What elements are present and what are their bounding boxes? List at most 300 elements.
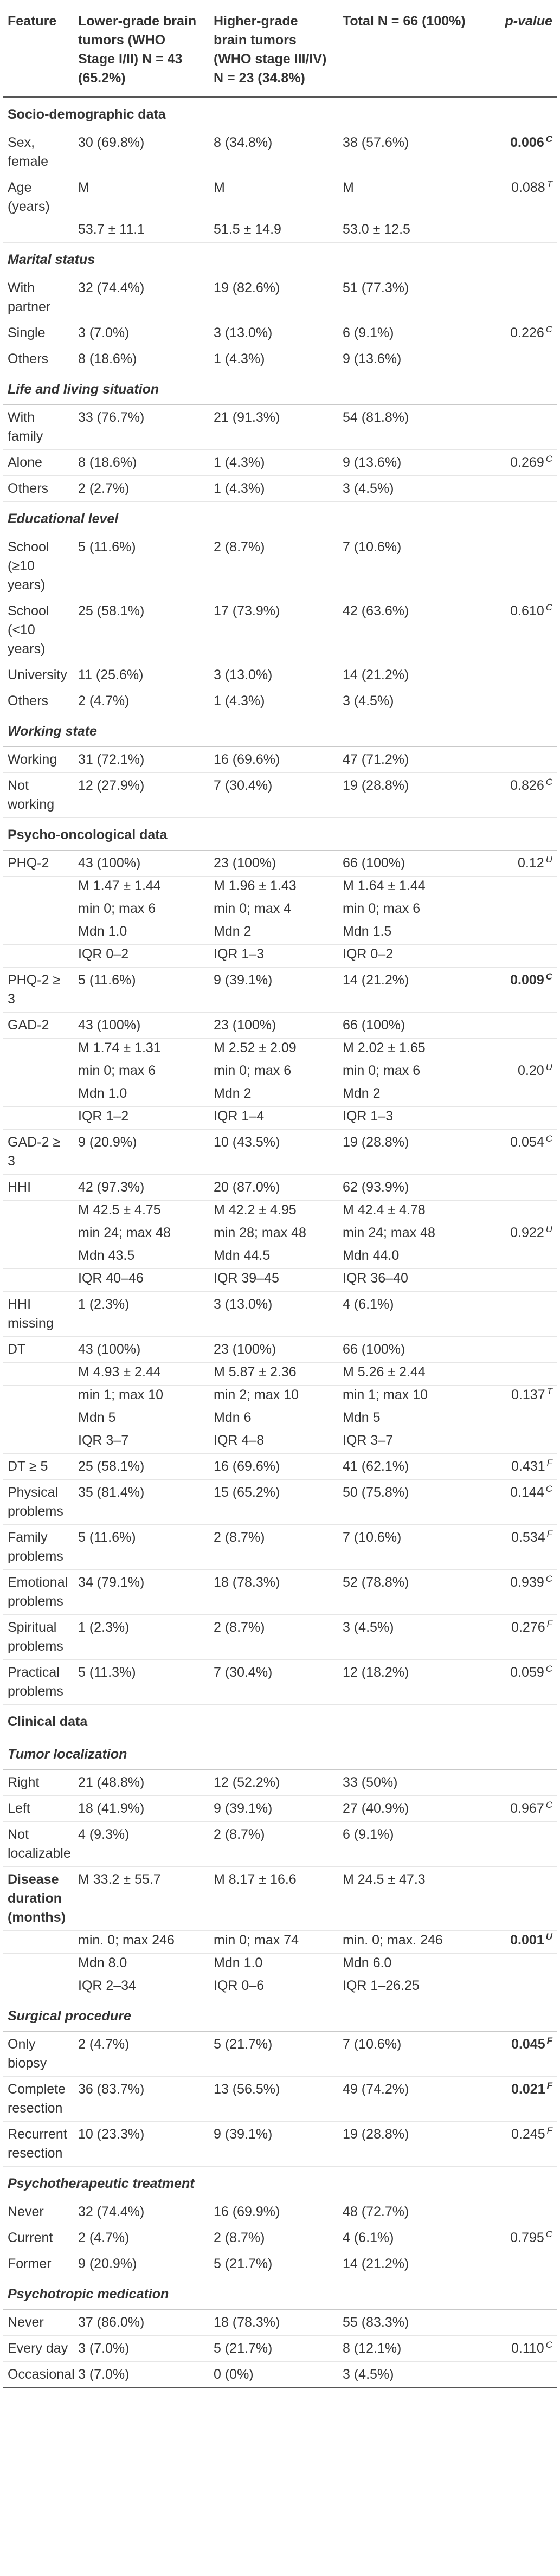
lower-grade-cell: Mdn 8.0 — [74, 1954, 209, 1976]
table-row — [3, 1039, 557, 1061]
table-row — [3, 1013, 557, 1039]
higher-grade-cell: 5 (21.7%) — [209, 2336, 338, 2362]
section-title: Psychotropic medication — [3, 2277, 557, 2310]
feature-cell: Alone — [3, 450, 74, 476]
header-feature: Feature — [3, 0, 74, 97]
total-cell: min 0; max 6 — [338, 899, 474, 922]
lower-grade-cell: 11 (25.6%) — [74, 662, 209, 688]
table-row — [3, 1796, 557, 1822]
lower-grade-cell: M — [74, 175, 209, 220]
feature-cell: Single — [3, 320, 74, 346]
lower-grade-cell: M 1.74 ± 1.31 — [74, 1039, 209, 1061]
higher-grade-cell: 9 (39.1%) — [209, 1796, 338, 1822]
total-cell: Mdn 5 — [338, 1408, 474, 1431]
lower-grade-cell: 5 (11.6%) — [74, 968, 209, 1013]
feature-cell: Practical problems — [3, 1660, 74, 1705]
total-cell: 14 (21.2%) — [338, 968, 474, 1013]
p-value: 0.276 — [511, 1620, 545, 1635]
test-superscript: F — [546, 2035, 552, 2046]
feature-cell — [3, 1084, 74, 1107]
p-value: 0.009 — [510, 973, 544, 988]
lower-grade-cell: 43 (100%) — [74, 1337, 209, 1363]
p-value-cell — [474, 450, 557, 476]
higher-grade-cell: 16 (69.6%) — [209, 747, 338, 773]
feature-cell: GAD-2 — [3, 1013, 74, 1039]
lower-grade-cell: 2 (4.7%) — [74, 2032, 209, 2077]
feature-cell — [3, 1363, 74, 1386]
higher-grade-cell: 10 (43.5%) — [209, 1130, 338, 1175]
p-value-cell — [474, 1570, 557, 1615]
higher-grade-cell: M 5.87 ± 2.36 — [209, 1363, 338, 1386]
higher-grade-cell: IQR 4–8 — [209, 1431, 338, 1454]
p-value-cell — [474, 2032, 557, 2077]
feature-cell: GAD-2 ≥ 3 — [3, 1130, 74, 1175]
test-superscript: F — [546, 2080, 552, 2091]
table-row — [3, 1454, 557, 1480]
feature-cell: Current — [3, 2225, 74, 2251]
characteristics-table — [3, 0, 557, 2388]
total-cell: IQR 36–40 — [338, 1269, 474, 1292]
lower-grade-cell: 5 (11.6%) — [74, 534, 209, 598]
total-cell: Mdn 44.0 — [338, 1246, 474, 1269]
p-value-cell — [474, 1107, 557, 1130]
table-row — [3, 1660, 557, 1705]
feature-cell: Others — [3, 688, 74, 714]
lower-grade-cell: 2 (2.7%) — [74, 476, 209, 502]
p-value-cell — [474, 1292, 557, 1337]
higher-grade-cell: 15 (65.2%) — [209, 1480, 338, 1525]
table-row — [3, 945, 557, 968]
higher-grade-cell: 9 (39.1%) — [209, 2122, 338, 2167]
lower-grade-cell: 32 (74.4%) — [74, 2199, 209, 2225]
p-value-cell — [474, 346, 557, 372]
total-cell: 50 (75.8%) — [338, 1480, 474, 1525]
higher-grade-cell: 7 (30.4%) — [209, 773, 338, 818]
table-row — [3, 877, 557, 899]
p-value-cell — [474, 1337, 557, 1363]
total-cell: Mdn 6.0 — [338, 1954, 474, 1976]
p-value: 0.059 — [510, 1665, 544, 1680]
feature-cell: DT ≥ 5 — [3, 1454, 74, 1480]
higher-grade-cell: 7 (30.4%) — [209, 1660, 338, 1705]
total-cell: 33 (50%) — [338, 1770, 474, 1796]
higher-grade-cell: Mdn 2 — [209, 1084, 338, 1107]
higher-grade-cell: 3 (13.0%) — [209, 662, 338, 688]
lower-grade-cell: 8 (18.6%) — [74, 450, 209, 476]
p-value-cell — [474, 1660, 557, 1705]
p-value: 0.534 — [511, 1530, 545, 1545]
section-title: Tumor localization — [3, 1737, 557, 1770]
section-title: Marital status — [3, 243, 557, 275]
feature-cell — [3, 899, 74, 922]
lower-grade-cell: 21 (48.8%) — [74, 1770, 209, 1796]
table-row — [3, 320, 557, 346]
feature-cell: Every day — [3, 2336, 74, 2362]
table-body — [3, 97, 557, 2388]
feature-cell — [3, 1976, 74, 1999]
total-cell: 66 (100%) — [338, 1013, 474, 1039]
higher-grade-cell: 20 (87.0%) — [209, 1175, 338, 1201]
table-row — [3, 1976, 557, 1999]
test-superscript: C — [545, 1799, 552, 1810]
p-value-cell — [474, 2362, 557, 2388]
p-value-cell — [474, 1246, 557, 1269]
lower-grade-cell: 1 (2.3%) — [74, 1292, 209, 1337]
section-header-row — [3, 818, 557, 851]
p-value-cell — [474, 2225, 557, 2251]
higher-grade-cell: 19 (82.6%) — [209, 275, 338, 320]
table-row — [3, 1386, 557, 1408]
higher-grade-cell: 9 (39.1%) — [209, 968, 338, 1013]
table-row — [3, 346, 557, 372]
section-title: Working state — [3, 714, 557, 747]
feature-cell — [3, 1931, 74, 1954]
total-cell: 27 (40.9%) — [338, 1796, 474, 1822]
lower-grade-cell: 9 (20.9%) — [74, 2251, 209, 2277]
lower-grade-cell: Mdn 43.5 — [74, 1246, 209, 1269]
higher-grade-cell: 2 (8.7%) — [209, 1615, 338, 1660]
table-header-row — [3, 0, 557, 97]
feature-cell — [3, 220, 74, 243]
table-row — [3, 2310, 557, 2336]
table-row — [3, 1363, 557, 1386]
feature-cell: School (<10 years) — [3, 598, 74, 662]
feature-cell: Family problems — [3, 1525, 74, 1570]
feature-cell — [3, 1954, 74, 1976]
feature-cell: Emotional problems — [3, 1570, 74, 1615]
table-row — [3, 1431, 557, 1454]
lower-grade-cell: 2 (4.7%) — [74, 688, 209, 714]
test-superscript: C — [545, 133, 552, 144]
lower-grade-cell: 9 (20.9%) — [74, 1130, 209, 1175]
p-value-cell — [474, 1525, 557, 1570]
lower-grade-cell: 25 (58.1%) — [74, 1454, 209, 1480]
feature-cell: Physical problems — [3, 1480, 74, 1525]
table-row — [3, 1480, 557, 1525]
table-row — [3, 1292, 557, 1337]
higher-grade-cell: IQR 1–4 — [209, 1107, 338, 1130]
total-cell: 53.0 ± 12.5 — [338, 220, 474, 243]
p-value-cell — [474, 220, 557, 243]
total-cell: 9 (13.6%) — [338, 450, 474, 476]
p-value-cell — [474, 1130, 557, 1175]
feature-cell: Complete resection — [3, 2077, 74, 2122]
p-value: 0.226 — [510, 325, 544, 340]
p-value-cell — [474, 476, 557, 502]
test-superscript: T — [546, 1386, 552, 1396]
higher-grade-cell: 23 (100%) — [209, 1337, 338, 1363]
higher-grade-cell: 51.5 ± 14.9 — [209, 220, 338, 243]
p-value: 0.12 — [518, 855, 544, 871]
feature-cell — [3, 1039, 74, 1061]
higher-grade-cell: 1 (4.3%) — [209, 346, 338, 372]
test-superscript: F — [546, 1457, 552, 1468]
p-value: 0.269 — [510, 455, 544, 470]
test-superscript: U — [545, 854, 552, 865]
p-value-cell — [474, 1013, 557, 1039]
lower-grade-cell: 37 (86.0%) — [74, 2310, 209, 2336]
feature-cell — [3, 1107, 74, 1130]
lower-grade-cell: 3 (7.0%) — [74, 320, 209, 346]
p-value: 0.610 — [510, 603, 544, 619]
test-superscript: C — [545, 2229, 552, 2239]
table-row — [3, 2122, 557, 2167]
section-header-row — [3, 243, 557, 275]
feature-cell: Right — [3, 1770, 74, 1796]
feature-cell: Others — [3, 346, 74, 372]
total-cell: IQR 1–3 — [338, 1107, 474, 1130]
feature-cell: Spiritual problems — [3, 1615, 74, 1660]
table-row — [3, 1061, 557, 1084]
total-cell: 19 (28.8%) — [338, 773, 474, 818]
lower-grade-cell: 35 (81.4%) — [74, 1480, 209, 1525]
test-superscript: C — [545, 453, 552, 464]
p-value-cell — [474, 1269, 557, 1292]
higher-grade-cell: M 42.2 ± 4.95 — [209, 1201, 338, 1223]
higher-grade-cell: min 0; max 4 — [209, 899, 338, 922]
total-cell: 66 (100%) — [338, 1337, 474, 1363]
test-superscript: F — [546, 1528, 552, 1539]
total-cell: IQR 3–7 — [338, 1431, 474, 1454]
higher-grade-cell: 3 (13.0%) — [209, 320, 338, 346]
section-title: Socio-demographic data — [3, 97, 557, 130]
p-value: 0.826 — [510, 778, 544, 793]
p-value: 0.045 — [511, 2037, 545, 2052]
lower-grade-cell: 42 (97.3%) — [74, 1175, 209, 1201]
table-row — [3, 1269, 557, 1292]
feature-cell — [3, 1386, 74, 1408]
p-value-cell — [474, 1976, 557, 1999]
table-row — [3, 1770, 557, 1796]
feature-cell: With partner — [3, 275, 74, 320]
lower-grade-cell: 4 (9.3%) — [74, 1822, 209, 1867]
lower-grade-cell: Mdn 5 — [74, 1408, 209, 1431]
lower-grade-cell: 33 (76.7%) — [74, 405, 209, 450]
higher-grade-cell: min 0; max 6 — [209, 1061, 338, 1084]
lower-grade-cell: 31 (72.1%) — [74, 747, 209, 773]
higher-grade-cell: M 8.17 ± 16.6 — [209, 1867, 338, 1931]
p-value-cell — [474, 598, 557, 662]
table-row — [3, 1246, 557, 1269]
table-row — [3, 773, 557, 818]
total-cell: 19 (28.8%) — [338, 2122, 474, 2167]
p-value-cell — [474, 1454, 557, 1480]
section-header-row — [3, 1705, 557, 1737]
total-cell: 38 (57.6%) — [338, 130, 474, 175]
lower-grade-cell: IQR 2–34 — [74, 1976, 209, 1999]
table-row — [3, 851, 557, 877]
p-value-cell — [474, 1386, 557, 1408]
total-cell: 3 (4.5%) — [338, 476, 474, 502]
feature-cell: Recurrent resection — [3, 2122, 74, 2167]
section-header-row — [3, 1999, 557, 2032]
total-cell: 6 (9.1%) — [338, 1822, 474, 1867]
total-cell: 51 (77.3%) — [338, 275, 474, 320]
section-title: Clinical data — [3, 1705, 557, 1737]
lower-grade-cell: 18 (41.9%) — [74, 1796, 209, 1822]
section-title: Psycho-oncological data — [3, 818, 557, 851]
section-header-row — [3, 97, 557, 130]
p-value-cell — [474, 851, 557, 877]
p-value-cell — [474, 945, 557, 968]
total-cell: 12 (18.2%) — [338, 1660, 474, 1705]
p-value: 0.795 — [510, 2230, 544, 2245]
table-row — [3, 2251, 557, 2277]
total-cell: 14 (21.2%) — [338, 2251, 474, 2277]
lower-grade-cell: 1 (2.3%) — [74, 1615, 209, 1660]
section-title: Psychotherapeutic treatment — [3, 2167, 557, 2199]
feature-cell — [3, 1223, 74, 1246]
feature-cell: With family — [3, 405, 74, 450]
feature-cell: Working — [3, 747, 74, 773]
total-cell: min 24; max 48 — [338, 1223, 474, 1246]
feature-cell — [3, 1408, 74, 1431]
feature-cell — [3, 1246, 74, 1269]
higher-grade-cell: IQR 0–6 — [209, 1976, 338, 1999]
higher-grade-cell: 0 (0%) — [209, 2362, 338, 2388]
p-value-cell — [474, 1431, 557, 1454]
feature-cell: Not working — [3, 773, 74, 818]
feature-cell: Occasional — [3, 2362, 74, 2388]
total-cell: 4 (6.1%) — [338, 1292, 474, 1337]
table-row — [3, 2336, 557, 2362]
table-row — [3, 662, 557, 688]
higher-grade-cell: 17 (73.9%) — [209, 598, 338, 662]
table-row — [3, 1084, 557, 1107]
lower-grade-cell: 43 (100%) — [74, 1013, 209, 1039]
p-value-cell — [474, 747, 557, 773]
total-cell: 6 (9.1%) — [338, 320, 474, 346]
p-value-cell — [474, 773, 557, 818]
p-value-cell — [474, 662, 557, 688]
p-value-cell — [474, 1954, 557, 1976]
total-cell: IQR 0–2 — [338, 945, 474, 968]
total-cell: 19 (28.8%) — [338, 1130, 474, 1175]
total-cell: 66 (100%) — [338, 851, 474, 877]
p-value-cell — [474, 2122, 557, 2167]
lower-grade-cell: 32 (74.4%) — [74, 275, 209, 320]
p-value-cell — [474, 1223, 557, 1246]
higher-grade-cell: 18 (78.3%) — [209, 2310, 338, 2336]
higher-grade-cell: IQR 39–45 — [209, 1269, 338, 1292]
table-row — [3, 275, 557, 320]
table-row — [3, 598, 557, 662]
p-value-cell — [474, 1867, 557, 1931]
total-cell: 4 (6.1%) — [338, 2225, 474, 2251]
table-row — [3, 2077, 557, 2122]
total-cell: M 5.26 ± 2.44 — [338, 1363, 474, 1386]
lower-grade-cell: min 24; max 48 — [74, 1223, 209, 1246]
section-header-row — [3, 2277, 557, 2310]
test-superscript: F — [546, 1618, 552, 1629]
higher-grade-cell: 23 (100%) — [209, 851, 338, 877]
p-value-cell — [474, 1175, 557, 1201]
p-value-cell — [474, 1796, 557, 1822]
test-superscript: U — [545, 1223, 552, 1234]
table-row — [3, 2362, 557, 2388]
p-value-cell — [474, 1770, 557, 1796]
total-cell: 54 (81.8%) — [338, 405, 474, 450]
section-title: Life and living situation — [3, 372, 557, 405]
p-value-cell — [474, 1201, 557, 1223]
higher-grade-cell: 2 (8.7%) — [209, 2225, 338, 2251]
p-value: 0.137 — [511, 1387, 545, 1402]
higher-grade-cell: M — [209, 175, 338, 220]
lower-grade-cell: 5 (11.3%) — [74, 1660, 209, 1705]
p-value: 0.006 — [510, 135, 544, 150]
p-value: 0.001 — [510, 1933, 544, 1948]
lower-grade-cell: M 42.5 ± 4.75 — [74, 1201, 209, 1223]
total-cell: 9 (13.6%) — [338, 346, 474, 372]
table-row — [3, 1201, 557, 1223]
test-superscript: C — [545, 1573, 552, 1584]
table-row — [3, 1408, 557, 1431]
p-value: 0.110 — [511, 2341, 544, 2356]
test-superscript: T — [546, 178, 552, 189]
total-cell: M — [338, 175, 474, 220]
higher-grade-cell: 8 (34.8%) — [209, 130, 338, 175]
table-row — [3, 1525, 557, 1570]
higher-grade-cell: 5 (21.7%) — [209, 2032, 338, 2077]
total-cell: 62 (93.9%) — [338, 1175, 474, 1201]
feature-cell: Never — [3, 2310, 74, 2336]
table-row — [3, 130, 557, 175]
higher-grade-cell: 3 (13.0%) — [209, 1292, 338, 1337]
higher-grade-cell: 1 (4.3%) — [209, 688, 338, 714]
total-cell: 3 (4.5%) — [338, 2362, 474, 2388]
lower-grade-cell: 43 (100%) — [74, 851, 209, 877]
total-cell: 55 (83.3%) — [338, 2310, 474, 2336]
lower-grade-cell: min 0; max 6 — [74, 1061, 209, 1084]
lower-grade-cell: IQR 3–7 — [74, 1431, 209, 1454]
section-header-row — [3, 502, 557, 534]
feature-cell: Age (years) — [3, 175, 74, 220]
p-value-cell — [474, 2336, 557, 2362]
p-value: 0.054 — [510, 1135, 544, 1150]
total-cell: min. 0; max. 246 — [338, 1931, 474, 1954]
higher-grade-cell: M 2.52 ± 2.09 — [209, 1039, 338, 1061]
total-cell: min 1; max 10 — [338, 1386, 474, 1408]
higher-grade-cell: 13 (56.5%) — [209, 2077, 338, 2122]
p-value: 0.967 — [510, 1801, 544, 1816]
total-cell: 47 (71.2%) — [338, 747, 474, 773]
lower-grade-cell: M 1.47 ± 1.44 — [74, 877, 209, 899]
p-value-cell — [474, 275, 557, 320]
total-cell: Mdn 2 — [338, 1084, 474, 1107]
total-cell: M 1.64 ± 1.44 — [338, 877, 474, 899]
lower-grade-cell: 5 (11.6%) — [74, 1525, 209, 1570]
total-cell: 48 (72.7%) — [338, 2199, 474, 2225]
higher-grade-cell: min 28; max 48 — [209, 1223, 338, 1246]
p-value-cell — [474, 1480, 557, 1525]
p-value-cell — [474, 899, 557, 922]
total-cell: 8 (12.1%) — [338, 2336, 474, 2362]
feature-cell: PHQ-2 — [3, 851, 74, 877]
test-superscript: C — [545, 602, 552, 613]
feature-cell — [3, 922, 74, 945]
table-row — [3, 1822, 557, 1867]
feature-cell: Only biopsy — [3, 2032, 74, 2077]
feature-cell: HHI — [3, 1175, 74, 1201]
table-row — [3, 2199, 557, 2225]
feature-cell: Others — [3, 476, 74, 502]
feature-cell: Left — [3, 1796, 74, 1822]
higher-grade-cell: 16 (69.6%) — [209, 1454, 338, 1480]
p-value-cell — [474, 968, 557, 1013]
table-row — [3, 1337, 557, 1363]
section-header-row — [3, 2167, 557, 2199]
feature-cell — [3, 877, 74, 899]
